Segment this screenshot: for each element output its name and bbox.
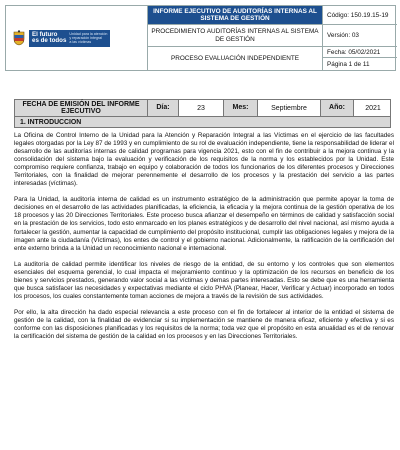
paragraph: Por ello, la alta dirección ha dado especial relevancia a este proceso con el fin de fortalecer al interior de la entidad el sistema de gestión de la calidad, con la finalidad de evidenciar si su implementación se mantiene de manera eficaz, eficiente y efectiva y si es conforme con las disposiciones planificadas y los requisitos de la norma; toda vez que el propósito en esta anualidad es el de renovar la certificación del sistema de gestión de la calidad en los procesos y en las Direcciones Territoriales. <box>14 308 394 341</box>
paragraph: La Oficina de Control Interno de la Unidad para la Atención y Reparación Integral a las Víctimas en el ejercicio de las facultades legales otorgadas por la Ley 87 de 1993 y en cumplimiento de su rol de evaluación independiente, tiene la responsabilidad de liderar el desarrollo de las auditorías internas de calidad programas para vigencia 2021, esto con el fin de contribuir a la mejora continua y la consolidación del sistema bajo la evaluación y verificación de los requisitos de la norma y los establecidos por la Unidad. Este compromiso requiere confianza, trabajo en equipo y colaboración de todos los funcionarios de los diferentes procesos y Direcciones Territoriales, con la finalidad de mejorar perennemente el desarrollo de los procesos y la prestación del servicio a las partes interesadas (víctimas). <box>14 132 394 188</box>
paragraph: La auditoría de calidad permite identificar los niveles de riesgo de la entidad, de su entorno y los controles que son elementos esenciales del esquema gerencial, lo cual impacta el mejoramiento continuo y la optimización de los recursos en beneficio de los bienes y servicios prestados, generando valor social a las víctimas y demas partes interesadas. Esto se debe que es una herramienta que busca satisfacer las necesidades y expectativas mediante el ciclo PHVA (Planear, Hacer, Verificar y Actuar) incorporado en todos los procesos, los cuales constantemente toman acciones de mejora a través de la revisión de sus actividades. <box>14 260 394 300</box>
year-label: Año: <box>321 100 354 116</box>
logo-line2: es de todos <box>32 37 67 44</box>
document-version: Versión: 03 <box>323 25 397 47</box>
section-heading: 1. INTRODUCCION <box>14 117 391 128</box>
year-value: 2021 <box>365 104 381 112</box>
day-label: Día: <box>148 100 179 116</box>
process-name: PROCESO EVALUACIÓN INDEPENDIENTE <box>170 54 300 62</box>
introduction-body <box>14 132 394 341</box>
day-value: 23 <box>179 100 224 116</box>
logo-tagline-1: Unidad para la atención <box>69 32 108 36</box>
coat-of-arms-icon <box>12 30 26 46</box>
page-number: Página 1 de 11 <box>327 60 370 68</box>
procedure-name: PROCEDIMIENTO AUDITORÍAS INTERNAS AL SISTEMA DE GESTIÓN <box>148 25 322 47</box>
logo-tagline-3: a las víctimas <box>69 40 92 44</box>
document-code: Código: 150.19.15-19 <box>323 6 397 25</box>
emission-date-label: FECHA DE EMISIÓN DEL INFORME EJECUTIVO <box>15 100 148 116</box>
report-title: INFORME EJECUTIVO DE AUDITORÍAS INTERNAS AL SISTEMA DE GESTIÓN <box>148 6 322 25</box>
logo-tagline-2: y reparación integral <box>69 36 102 40</box>
logo-line1: El futuro <box>32 30 58 38</box>
emission-date-row <box>14 99 391 117</box>
document-header <box>5 5 396 71</box>
logo <box>29 30 110 47</box>
logo-cell <box>6 6 148 70</box>
paragraph: Para la Unidad, la auditoría interna de calidad es un instrumento estratégico de la administración que permite apoyar la toma de decisiones en el desarrollo de las actividades planificadas, la eficiencia, la eficacia y la mejora continua de la gestión operativa de los 18 procesos y las 20 Direcciones Territoriales. Este proceso busca afianzar el desempeño en términos de calidad y satisfacción social en la prestación de los servicios, todo esto enmarcado en los planes estratégicos y de desarrollo del nivel nacional, así mismo ayuda a fortalecer la gestión, aumentar la capacidad de cumplimiento del propósito institucional, cumplir las obligaciones legales y mejora de la imagen ante la ciudadanía (Víctimas), los entes de control y el gobierno nacional. Adicionalmente, la ratificación de la certificación del ente externo brinda a la Unidad un reconocimiento nacional e internacional. <box>14 196 394 252</box>
month-value: Septiembre <box>258 100 321 116</box>
month-label: Mes: <box>224 100 258 116</box>
document-date: Fecha: 05/02/2021 <box>323 47 397 58</box>
